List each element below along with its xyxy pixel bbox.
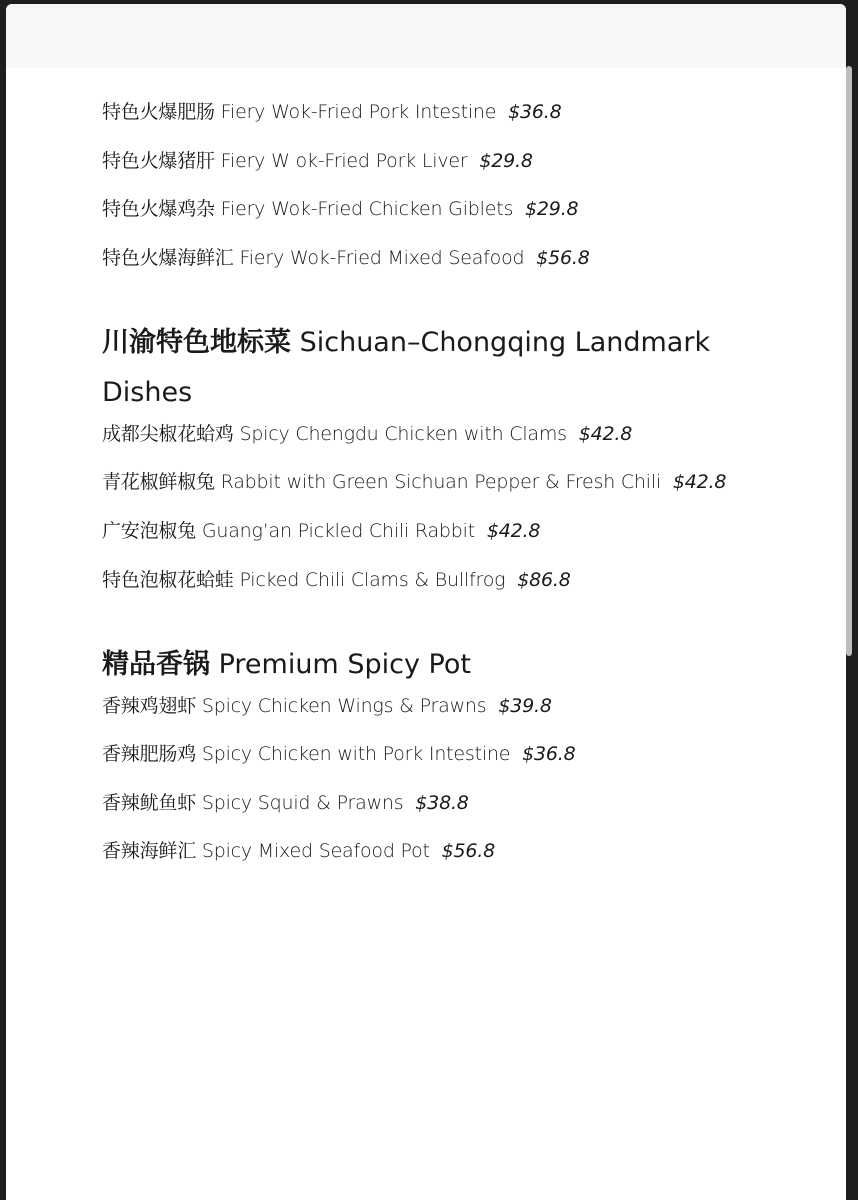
menu-section-landmark-dishes [102,318,802,592]
item-name-zh: 特色火爆猪肝 [102,149,215,172]
item-price: $56.8 [441,840,496,863]
item-price: $86.8 [517,568,571,591]
item-name-en: Fiery Wok-Fried Pork Intestine [220,101,497,123]
menu-item [102,791,802,815]
menu-item [102,149,802,173]
section-heading [102,318,722,418]
section-heading-zh: 川渝特色地标菜 [102,326,291,358]
item-price: $42.8 [578,422,633,445]
section-heading [102,640,722,690]
item-name-en: Fiery Wok-Fried Mixed Seafood [239,246,525,269]
item-price: $38.8 [415,791,469,814]
menu-item [102,694,802,718]
item-name-en: Rabbit with Green Sichuan Pepper & Fresh Chili [220,471,662,494]
item-price: $56.8 [536,246,590,269]
item-name-zh: 青花椒鲜椒兔 [102,471,215,494]
item-name-en: Picked Chili Clams & Bullfrog [239,568,506,591]
menu-section-fiery-wok [102,100,802,270]
item-name-en: Fiery W ok-Fried Pork Liver [220,149,468,172]
menu-item [102,197,802,221]
item-price: $36.8 [522,743,576,766]
item-name-en: Fiery Wok-Fried Chicken Giblets [220,198,514,221]
item-name-en: Spicy Chengdu Chicken with Clams [239,422,567,445]
menu-section-premium-spicy-pot [102,640,802,864]
item-name-zh: 成都尖椒花蛤鸡 [102,422,234,445]
menu-item [102,519,802,543]
item-name-zh: 香辣鱿鱼虾 [102,791,197,814]
item-name-zh: 香辣肥肠鸡 [102,743,197,766]
menu-item [102,470,802,494]
item-name-en: Spicy Squid & Prawns [201,791,404,814]
menu-item [102,742,802,766]
item-price: $29.8 [525,198,579,221]
item-name-zh: 特色火爆鸡杂 [102,198,215,221]
item-price: $42.8 [486,519,541,542]
item-name-zh: 香辣鸡翅虾 [102,694,197,717]
item-price: $39.8 [498,694,552,717]
section-heading-zh: 精品香锅 [102,648,210,680]
item-price: $42.8 [672,471,727,494]
item-price: $36.8 [508,101,562,123]
item-name-en: Guang’an Pickled Chili Rabbit [201,519,475,542]
item-name-en: Spicy Mixed Seafood Pot [201,840,430,863]
menu-item [102,422,802,446]
item-name-zh: 特色火爆肥肠 [102,101,215,123]
menu-item [102,246,802,270]
page-top-strip [6,4,846,68]
item-name-zh: 特色泡椒花蛤蛙 [102,568,234,591]
item-price: $29.8 [479,149,533,172]
item-name-zh: 特色火爆海鲜汇 [102,246,234,269]
item-name-zh: 香辣海鲜汇 [102,840,197,863]
section-heading-en: Premium Spicy Pot [218,648,471,680]
menu-item [102,100,802,124]
menu-item [102,839,802,863]
item-name-en: Spicy Chicken with Pork Intestine [201,743,511,766]
menu-content [102,100,802,888]
item-name-en: Spicy Chicken Wings & Prawns [201,694,487,717]
menu-item [102,568,802,592]
section-heading-en: Sichuan–Chongqing Landmark Dishes [102,326,711,408]
item-name-zh: 广安泡椒兔 [102,519,197,542]
vertical-scrollbar[interactable] [846,66,852,656]
